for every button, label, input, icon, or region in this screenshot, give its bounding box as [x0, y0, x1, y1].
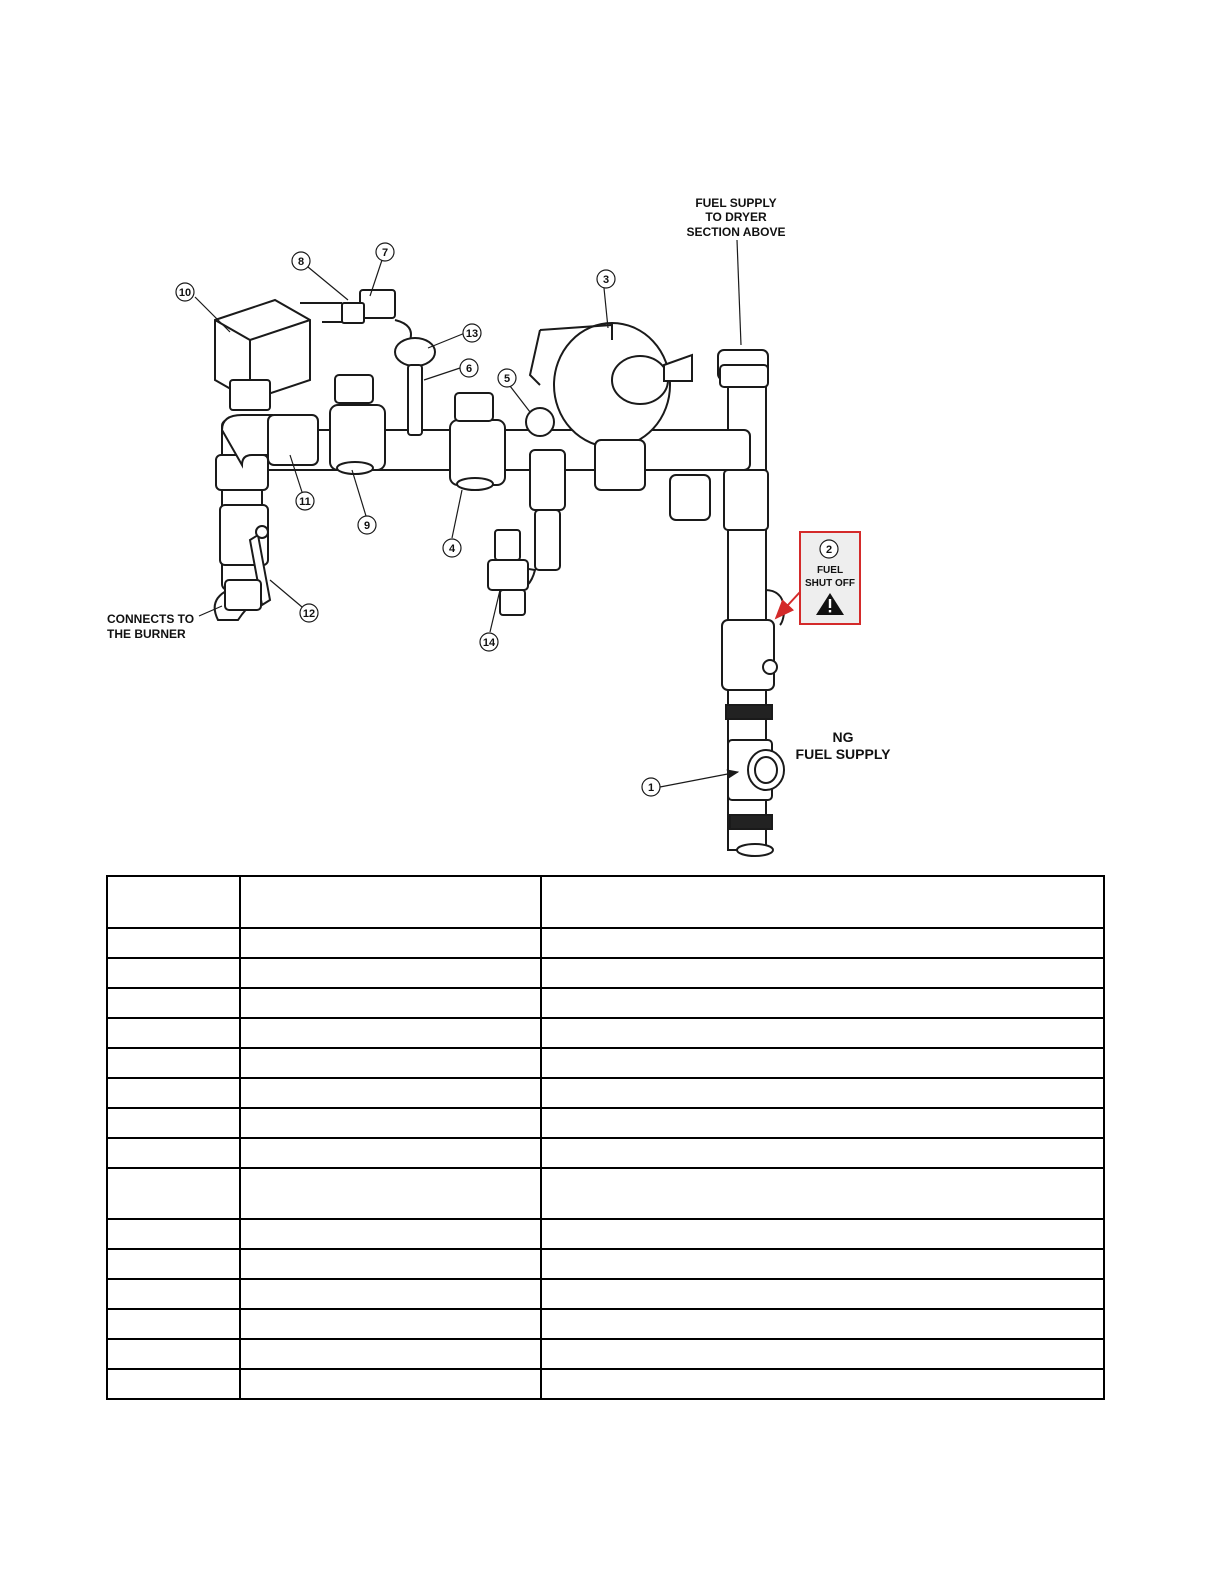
- table-row: [107, 1309, 1104, 1339]
- table-cell: [107, 1018, 240, 1048]
- table-cell: [240, 988, 541, 1018]
- table-cell: [107, 1078, 240, 1108]
- table-cell: [541, 928, 1104, 958]
- svg-text:13: 13: [465, 328, 479, 340]
- callout-13: [463, 324, 481, 342]
- table-row: [107, 1168, 1104, 1219]
- table-cell: [541, 1138, 1104, 1168]
- svg-text:6: 6: [465, 363, 473, 375]
- header-cell: [541, 876, 1104, 928]
- table-cell: [240, 1078, 541, 1108]
- table-cell: [541, 1309, 1104, 1339]
- table-cell: [107, 1048, 240, 1078]
- callout-5: [498, 369, 516, 387]
- callout-2: 2: [825, 544, 833, 556]
- table-cell: [107, 1309, 240, 1339]
- callout-10: [176, 283, 194, 301]
- callout-6: [460, 359, 478, 377]
- table-row: [107, 928, 1104, 958]
- header-cell: [107, 876, 240, 928]
- table-cell: [541, 1279, 1104, 1309]
- table-cell: [541, 988, 1104, 1018]
- table-cell: [107, 1369, 240, 1399]
- callout-9: [358, 516, 376, 534]
- table-cell: [240, 1219, 541, 1249]
- table-row: [107, 1279, 1104, 1309]
- callout-1: [642, 778, 660, 796]
- table-cell: [541, 1369, 1104, 1399]
- table-cell: [240, 1369, 541, 1399]
- table-cell: [541, 958, 1104, 988]
- table-cell: [541, 1249, 1104, 1279]
- table-cell: [541, 1048, 1104, 1078]
- table-row: [107, 1078, 1104, 1108]
- parts-table: [106, 875, 1105, 1400]
- header-cell: [240, 876, 541, 928]
- ng-label-2: FUEL SUPPLY: [795, 746, 891, 762]
- shutoff-label-2: SHUT OFF: [805, 578, 855, 589]
- table-row: [107, 1018, 1104, 1048]
- table-cell: [541, 1219, 1104, 1249]
- supply-above-label-1: FUEL SUPPLY: [695, 196, 777, 210]
- table-row: [107, 1219, 1104, 1249]
- table-cell: [107, 988, 240, 1018]
- svg-text:1: 1: [647, 782, 655, 794]
- callout-8: [292, 252, 310, 270]
- table-cell: [107, 958, 240, 988]
- svg-text:9: 9: [363, 520, 371, 532]
- svg-text:14: 14: [482, 637, 496, 649]
- burner-label-2: THE BURNER: [107, 627, 186, 641]
- table-row: [107, 958, 1104, 988]
- table-cell: [107, 1219, 240, 1249]
- table-cell: [107, 1108, 240, 1138]
- svg-text:5: 5: [503, 373, 511, 385]
- table-cell: [240, 1279, 541, 1309]
- table-row: [107, 1339, 1104, 1369]
- table-cell: [107, 1168, 240, 1219]
- svg-text:11: 11: [299, 496, 311, 508]
- table-cell: [240, 1108, 541, 1138]
- svg-text:7: 7: [381, 247, 389, 259]
- table-cell: [240, 958, 541, 988]
- table-cell: [541, 1339, 1104, 1369]
- table-cell: [240, 1018, 541, 1048]
- callout-11: [296, 492, 314, 510]
- svg-text:12: 12: [302, 608, 316, 620]
- callout-14: [480, 633, 498, 651]
- burner-label-1: CONNECTS TO: [107, 612, 195, 626]
- table-cell: [240, 928, 541, 958]
- table-row: [107, 1108, 1104, 1138]
- callout-3: [597, 270, 615, 288]
- table-cell: [541, 1168, 1104, 1219]
- table-cell: [107, 1339, 240, 1369]
- table-cell: [240, 1138, 541, 1168]
- svg-text:10: 10: [178, 287, 192, 299]
- callout-12: [300, 604, 318, 622]
- svg-text:8: 8: [297, 256, 305, 268]
- svg-text:3: 3: [602, 274, 610, 286]
- table-cell: [240, 1339, 541, 1369]
- table-cell: [541, 1108, 1104, 1138]
- table-cell: [541, 1078, 1104, 1108]
- table-row: [107, 1369, 1104, 1399]
- supply-above-label-2: TO DRYER: [705, 210, 767, 224]
- table-cell: [107, 1279, 240, 1309]
- callout-4: [443, 539, 461, 557]
- table-row: [107, 1249, 1104, 1279]
- table-cell: [107, 928, 240, 958]
- table-cell: [107, 1138, 240, 1168]
- table-cell: [240, 1168, 541, 1219]
- table-cell: [107, 1249, 240, 1279]
- table-cell: [240, 1309, 541, 1339]
- table-header-row: [107, 876, 1104, 928]
- ng-label-1: NG: [832, 729, 854, 745]
- shutoff-label-1: FUEL: [816, 565, 844, 576]
- svg-text:4: 4: [448, 543, 456, 555]
- table-cell: [240, 1048, 541, 1078]
- supply-above-label-3: SECTION ABOVE: [686, 225, 786, 239]
- table-row: [107, 988, 1104, 1018]
- table-cell: [240, 1249, 541, 1279]
- table-row: [107, 1048, 1104, 1078]
- fuel-shutoff-callout: [776, 532, 860, 624]
- table-cell: [541, 1018, 1104, 1048]
- callout-7: [376, 243, 394, 261]
- table-row: [107, 1138, 1104, 1168]
